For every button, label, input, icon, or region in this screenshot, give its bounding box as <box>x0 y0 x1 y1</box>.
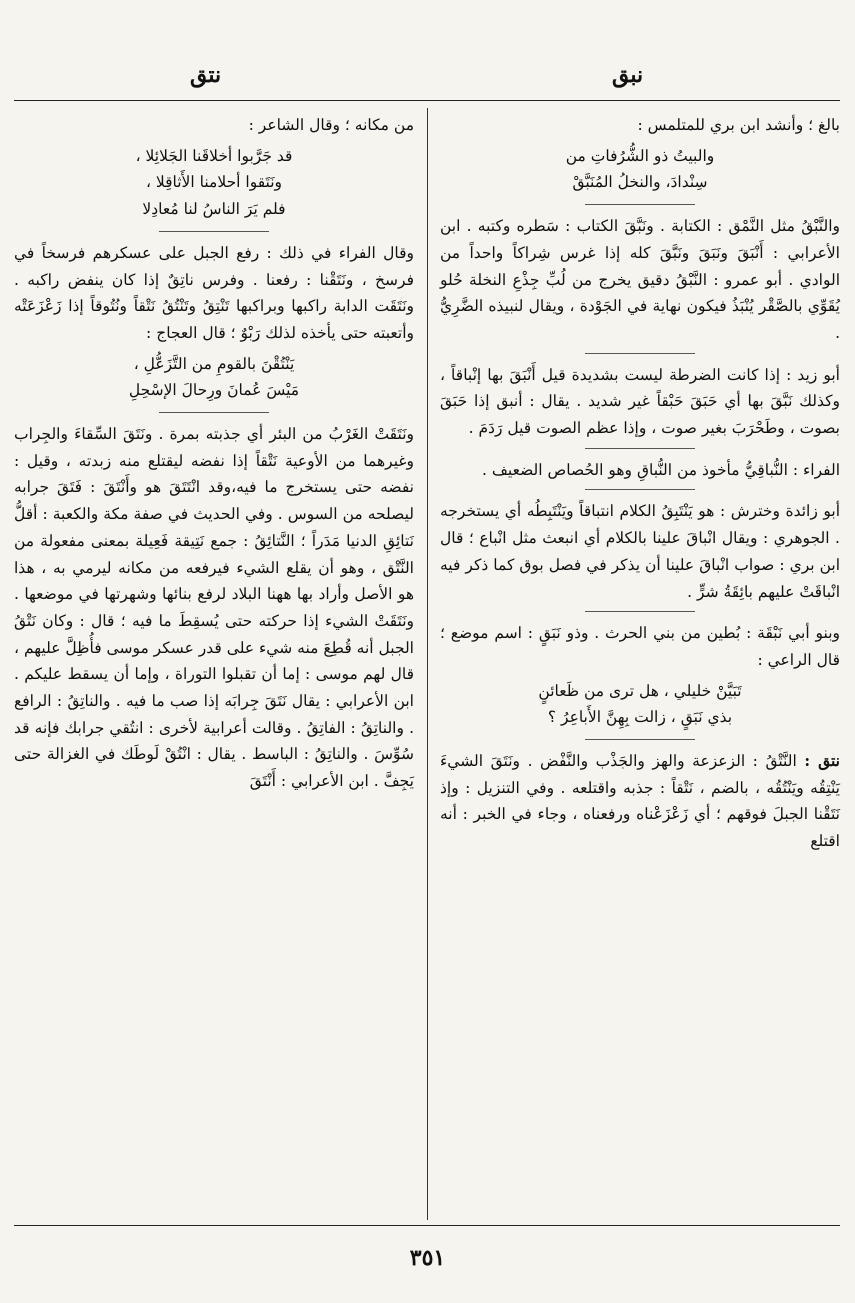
verse-line: بذي نَبَقٍ ، زالت بِهِنَّ الأَباعِرُ ؟ <box>547 708 733 727</box>
section-separator <box>585 353 695 354</box>
entry-keyword: نتق : <box>804 751 840 771</box>
right-paragraph-5: أبو زائدة وخترش : هو يَنْتَبِقُ الكلام انتباقاً ويَنْتَبِطُه أي يستخرجه . الجوهري : ويقال انْباقَ علينا بالكلام أي انبعث مثل انْباع ؛ قال ابن بري : صواب انْباقَ علينا أن يذكر في فصل بوق كما ذكر فيه انْباقَتْ عليهم بائِقَةُ شرٍّ . <box>440 502 840 601</box>
right-column <box>440 112 840 859</box>
verse-line: فلم يَرَ الناسُ لنا مُعادِلا <box>142 200 286 219</box>
header-right-word: نبق <box>612 62 644 88</box>
verse-line: مَيْسَ عُمانَ ورِحالَ الإسْحِلِ <box>128 381 300 400</box>
right-paragraph-6: وبنو أبي نَبْقَة : بُطين من بني الحرث . وذو نَبَقٍ : اسم موضع ؛ قال الراعي : <box>440 624 840 669</box>
left-paragraph-3: ونَتَقَتْ الغَرْبُ من البئر أي جذبته بمرة . ونَتَقَ السِّقاءَ والجِراب وغيرهما من الأوعية نَتْقاً إذا نفضه ليقتلع منه زبدته ، وقيل : نفضه حتى يستخرج ما فيه،وقد انْتَتَقَ هو وأَنْتَقَ : فَتَقَ جرابه ليصلحه من السوس . وفي الحديث في صفة مكة والكعبة : أقلُّ نَتائِقِ الدنيا مَدَراً ؛ النَّتائِقُ : جمع نَتِيقة فَعِيلة بمعنى مفعولة من النَّتْق ، وهو أن يقلع الشيء فيرفعه من مكانه ليرمي به ، هذا هو الأصل وأراد بها ههنا البلاد لرفع بنائها وشهرتها في موضعها . ونَتَقَتْ الشيء إذا حركته حتى يُسقِطَ ما فيه ؛ قال : وكان نَتْقُ الجبل أنه قُطِعَ منه شيء على قدر عسكر موسى فأُظِلَّ عليهم ، قال لهم موسى : إما أن تقبلوا التوراة ، وإما أن يسقط عليكم . ابن الأعرابي : يقال نَتَقَ جِرابَه إذا صب ما فيه . والناتِقُ : الرافع . والناتِقُ : الفاتِقُ . وقالت أعرابية لأخرى : انتُقي جرابك فإنه قد سُوِّسَ . والناتِقُ : الباسط . يقال : انْتُقْ لَوطَك في الغزالة حتى يَجِفَّ . ابن الأعرابي : أَنْتَقَ <box>14 425 414 791</box>
verse-line: والبيتُ ذو الشُّرُفاتِ من <box>565 146 715 165</box>
column-divider <box>427 108 428 1220</box>
section-separator <box>585 448 695 449</box>
right-verse-1 <box>440 143 840 196</box>
entry-text: النَّتْقُ : الزعزعة والهز والجَذْب والنَّفْض . ونَتَقَ الشيءَ يَنْتِقُه ويَنْتُقُه ، بالضم ، نَتْقاً : جذبه واقتلعه . وفي التنزيل : وإذ نَتَقْنا الجبلَ فوقهم ؛ أي زَعْزَعْناه ورفعناه ، وجاء في الخبر : أنه اقتلع <box>440 752 840 851</box>
verse-line: سِنْدادَ، والنخلُ المُنَبَّقْ <box>572 173 708 192</box>
left-verse-1 <box>14 143 414 223</box>
left-paragraph-2: وقال الفراء في ذلك : رفع الجبل على عسكرهم فرسخاً في فرسخ ، ونَتَقْنا : رفعنا . وفرس ناتِقٌ إذا كان ينفض راكبه . ونَتَقَت الدابة راكبها وبراكبها تَنْتِقُ وتَنْتُقُ نَتْقاً ونُتُوقاً إذا زَعْزَعَتْه وأتعبته حتى يأخذه لذلك رَبْوٌ ؛ قال العجاج : <box>14 243 414 342</box>
right-paragraph-4: الفراء : النُّباقِيُّ مأخوذ من النُّباقِ وهو الحُصاص الضعيف . <box>482 460 840 479</box>
left-column <box>14 112 414 799</box>
verse-line: قد جَرَّبوا أخلاقَنا الجَلائِلا ، <box>135 146 293 165</box>
right-paragraph-2: والنَّبْقُ مثل النَّمْق : الكتابة . ونَبَّقَ الكتاب : سَطره وكتبه . ابن الأعرابي : أَنْبَقَ ونَبَقَ ونَبَّقَ كله إذا غرس شِراكاً واحداً من الوادي . أبو عمرو : النَّبْقُ دقيق يخرج من لُبِّ جِذْعِ النخلة حُلو يُقَوِّي بالصَّقْر يُنْبَذُ فيكون نهاية في الجَوْدة ، ويقال لنبيذه الضَّرِيُّ . <box>440 217 840 342</box>
right-paragraph-7 <box>440 748 840 855</box>
bottom-rule <box>14 1225 840 1226</box>
page-number: ٣٥١ <box>409 1245 446 1271</box>
section-separator <box>159 412 269 413</box>
verse-line: ونَتَقوا أحلامنا الأَثاقِلا ، <box>145 173 283 192</box>
left-paragraph-1: من مكانه ؛ وقال الشاعر : <box>248 116 414 134</box>
verse-line: تَبَيَّنْ خليلي ، هل ترى من ظَعائنٍ <box>538 681 742 700</box>
verse-line: يَنْتُقْنَ بالقومِ من التَّزَعُّلِ ، <box>133 354 295 373</box>
section-separator <box>585 739 695 740</box>
section-separator <box>159 231 269 232</box>
section-separator <box>585 204 695 205</box>
right-paragraph-3: أبو زيد : إذا كانت الضرطة ليست بشديدة قيل أَنْبَقَ بها إنْباقاً ، وكذلك نَبَّقَ بها أي حَبَقَ حَبْقاً غير شديد . يقال : أنبق إذا حَبَقَ بصوت ، وطَحْرَبَ بغير صوت ، وإذا عظم الصوت قيل رَدَمَ . <box>440 365 840 438</box>
right-verse-2 <box>440 678 840 731</box>
section-separator <box>585 611 695 612</box>
section-separator <box>585 489 695 490</box>
header-left-word: نتق <box>190 62 222 88</box>
left-verse-2 <box>14 351 414 404</box>
top-rule <box>14 100 840 101</box>
right-paragraph-1: بالغ ؛ وأنشد ابن بري للمتلمس : <box>637 116 840 134</box>
